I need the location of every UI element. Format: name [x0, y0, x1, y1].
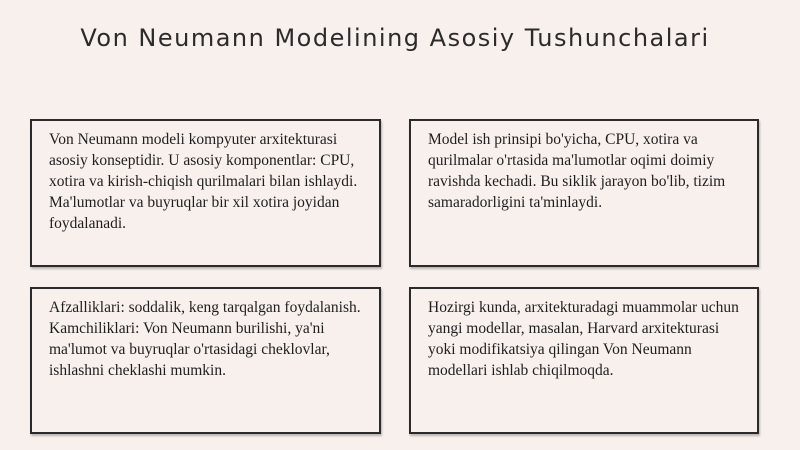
text-card-pros-cons — [30, 287, 381, 434]
text-card-modern — [409, 287, 759, 434]
card-text: Hozirgi kunda, arxitekturadagi muammolar uchun yangi modellar, masalan, Harvard arxitekturasi yoki modifikatsiya qilingan Von Neumann modellari ishlab chiqilmoqda. — [428, 299, 739, 379]
card-text: Afzalliklari: soddalik, keng tarqalgan foydalanish. Kamchiliklari: Von Neumann burilishi, ya'ni ma'lumot va buyruqlar o'rtasidagi cheklovlar, ishlashni cheklashi mumkin. — [49, 299, 361, 379]
text-card-definition — [30, 119, 381, 267]
slide-title: Von Neumann Modelining Asosiy Tushunchalari — [80, 24, 710, 52]
card-text: Model ish prinsipi bo'yicha, CPU, xotira va qurilmalar o'rtasida ma'lumotlar oqimi doimiy ravishda kechadi. Bu siklik jarayon bo'lib, tizim samaradorligini ta'minlaydi. — [428, 131, 726, 211]
text-card-principle — [409, 119, 759, 267]
card-text: Von Neumann modeli kompyuter arxitekturasi asosiy konseptidir. U asosiy komponentlar: CPU, xotira va kirish-chiqish qurilmalari bilan ishlaydi. Ma'lumotlar va buyruqlar bir xil xotira joyidan foydalanadi. — [49, 131, 358, 232]
